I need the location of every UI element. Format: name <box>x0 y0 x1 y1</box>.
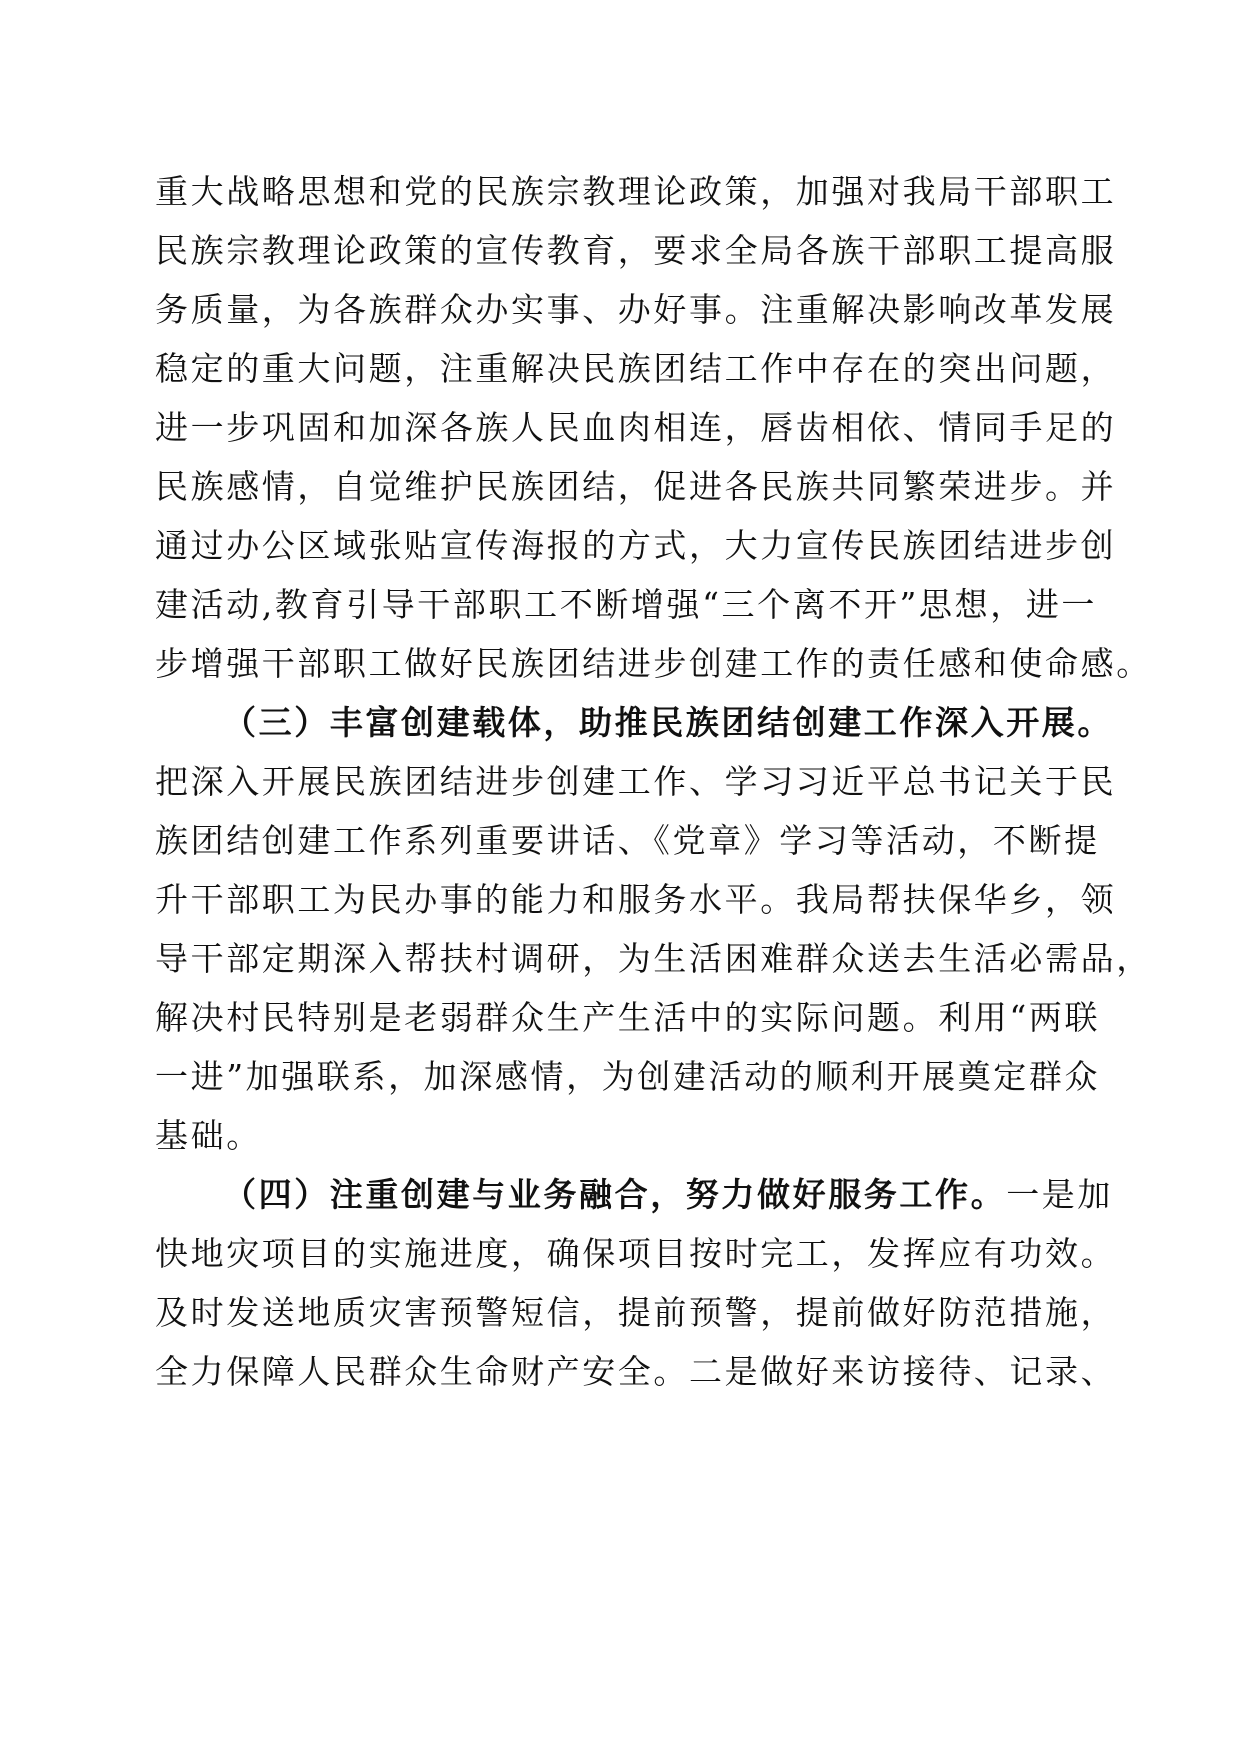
body-line-17: 快地灾项目的实施进度，确保项目按时完工，发挥应有功效。 <box>155 1234 1117 1273</box>
body-line-13: 导干部定期深入帮扶村调研，为生活困难群众送去生活必需品， <box>155 939 1152 978</box>
body-line-1: 重大战略思想和党的民族宗教理论政策，加强对我局干部职工 <box>155 172 1117 211</box>
section-heading-4-title: （四）注重创建与业务融合，努力做好服务工作。 <box>223 1175 1007 1214</box>
body-line-4: 稳定的重大问题，注重解决民族团结工作中存在的突出问题， <box>155 349 1117 388</box>
section-heading-4 <box>223 1173 1114 1217</box>
body-line-8: 建活动,教育引导干部职工不断增强“三个离不开”思想，进一 <box>155 585 1098 624</box>
body-line-18: 及时发送地质灾害预警短信，提前预警，提前做好防范措施， <box>155 1293 1117 1332</box>
body-line-15: 一进”加强联系，加深感情，为创建活动的顺利开展奠定群众 <box>155 1057 1101 1096</box>
body-line-11: 族团结创建工作系列重要讲话、《党章》学习等活动，不断提 <box>155 821 1100 860</box>
body-line-14: 解决村民特别是老弱群众生产生活中的实际问题。利用“两联 <box>155 998 1101 1037</box>
body-line-10: 把深入开展民族团结进步创建工作、学习习近平总书记关于民 <box>155 762 1117 801</box>
body-line-2: 民族宗教理论政策的宣传教育，要求全局各族干部职工提高服 <box>155 231 1117 270</box>
body-line-7: 通过办公区域张贴宣传海报的方式，大力宣传民族团结进步创 <box>155 526 1117 565</box>
body-line-9: 步增强干部职工做好民族团结进步创建工作的责任感和使命感。 <box>155 644 1152 683</box>
body-line-3: 务质量，为各族群众办实事、办好事。注重解决影响改革发展 <box>155 290 1117 329</box>
body-line-5: 进一步巩固和加深各族人民血肉相连，唇齿相依、情同手足的 <box>155 408 1117 447</box>
body-line-12: 升干部职工为民办事的能力和服务水平。我局帮扶保华乡，领 <box>155 880 1117 919</box>
section-heading-4-text: 一是加 <box>1006 1175 1114 1214</box>
body-line-19: 全力保障人民群众生命财产安全。二是做好来访接待、记录、 <box>155 1352 1117 1391</box>
section-heading-3: （三）丰富创建载体，助推民族团结创建工作深入开展。 <box>223 703 1113 742</box>
body-line-16: 基础。 <box>155 1116 262 1155</box>
body-line-6: 民族感情，自觉维护民族团结，促进各民族共同繁荣进步。并 <box>155 467 1117 506</box>
